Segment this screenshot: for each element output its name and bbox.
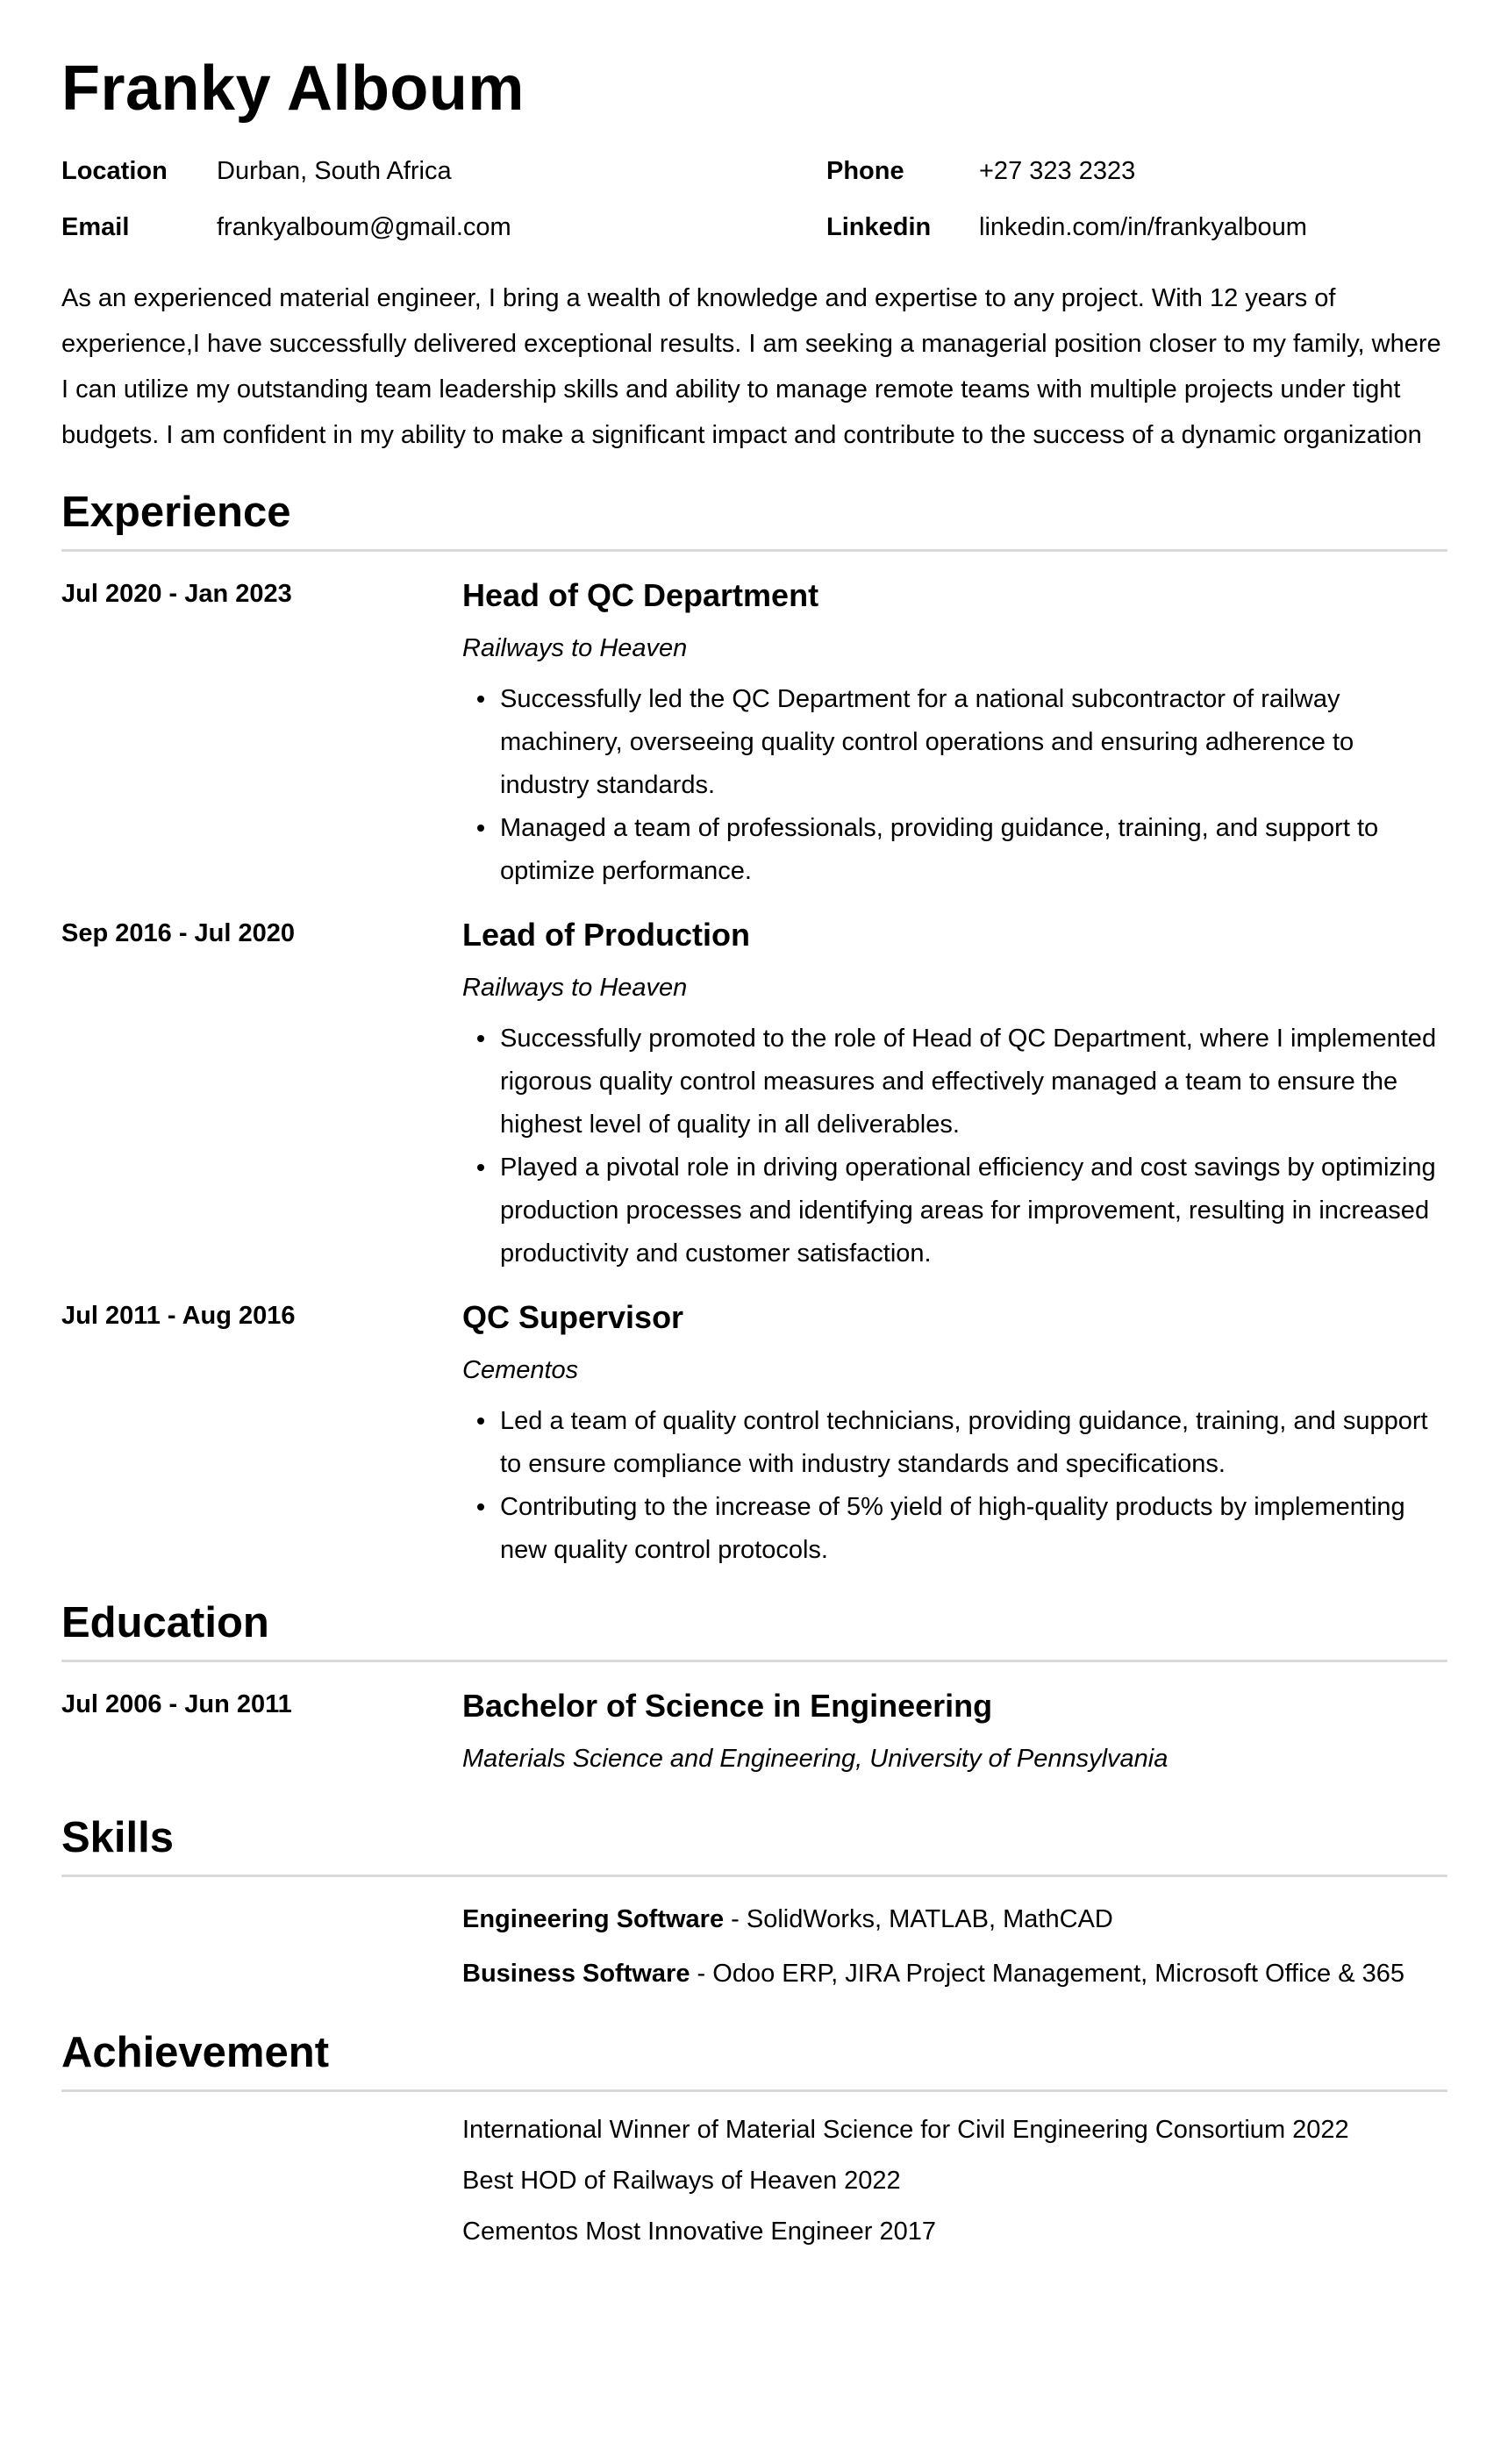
- education-entry: [61, 1687, 1447, 1776]
- experience-entry: [61, 1298, 1447, 1572]
- responsibility-item: Successfully led the QC Department for a national subcontractor of railway machinery, overseeing quality control operations and ensuring adherence to industry standards.: [500, 678, 1447, 807]
- section-title-achievement: Achievement: [61, 2026, 1447, 2092]
- experience-details: [462, 916, 1447, 1275]
- experience-dates: Jul 2011 - Aug 2016: [61, 1302, 296, 1331]
- achievement-entry: [61, 2092, 1447, 2257]
- phone-label: Phone: [826, 157, 904, 186]
- section-title-experience: Experience: [61, 486, 1447, 552]
- location-value: Durban, South Africa: [217, 157, 452, 186]
- section-title-skills: Skills: [61, 1811, 1447, 1877]
- school-name: Materials Science and Engineering, University of Pennsylvania: [462, 1745, 1169, 1774]
- phone-value: +27 323 2323: [979, 157, 1136, 186]
- linkedin-value: linkedin.com/in/frankyalboum: [979, 213, 1307, 242]
- skill-category: Business Software: [462, 1960, 690, 1989]
- experience-section: [61, 486, 1447, 1572]
- experience-dates: Sep 2016 - Jul 2020: [61, 919, 295, 948]
- skill-item: [462, 1956, 1447, 1991]
- company-name: Railways to Heaven: [462, 634, 688, 663]
- education-dates: Jul 2006 - Jun 2011: [61, 1690, 292, 1719]
- responsibility-list: [462, 1400, 1447, 1572]
- email-label: Email: [61, 213, 130, 242]
- skill-item: [462, 1902, 1447, 1937]
- responsibility-item: Led a team of quality control technicians, providing guidance, training, and support to ensure compliance with industry standards and specifications.: [500, 1400, 1447, 1486]
- linkedin-label: Linkedin: [826, 213, 932, 242]
- summary-text: As an experienced material engineer, I bring a wealth of knowledge and expertise to any project. With 12 years of experience,I have successfully delivered exceptional results. I am seeking a managerial position closer to my family, where I can utilize my outstanding team leadership skills and ability to manage remote teams with multiple projects under tight budgets. I am confident in my ability to make a significant impact and contribute to the success of a dynamic organization: [61, 284, 1441, 450]
- skill-values: - SolidWorks, MATLAB, MathCAD: [724, 1905, 1113, 1934]
- experience-entry: [61, 916, 1447, 1275]
- skill-category: Engineering Software: [462, 1905, 725, 1934]
- skills-list: [462, 1877, 1447, 1991]
- responsibility-item: Successfully promoted to the role of Head of QC Department, where I implemented rigorous quality control measures and effectively managed a team to ensure the highest level of quality in all deliverables.: [500, 1018, 1447, 1146]
- achievement-item: Best HOD of Railways of Heaven 2022: [462, 2167, 901, 2196]
- responsibility-list: [462, 678, 1447, 893]
- responsibility-list: [462, 1018, 1447, 1275]
- section-title-education: Education: [61, 1596, 1447, 1662]
- experience-details: [462, 1298, 1447, 1572]
- responsibility-item: Played a pivotal role in driving operational efficiency and cost savings by optimizing production processes and identifying areas for improvement, resulting in increased productivity and customer satisfaction.: [500, 1146, 1447, 1275]
- experience-details: [462, 576, 1447, 893]
- education-section: [61, 1596, 1447, 1776]
- skills-entry: [61, 1877, 1447, 1991]
- education-details: [462, 1687, 1447, 1776]
- skills-section: [61, 1811, 1447, 1991]
- experience-dates: Jul 2020 - Jan 2023: [61, 580, 292, 609]
- achievement-section: [61, 2026, 1447, 2257]
- job-title: Head of QC Department: [462, 577, 819, 614]
- company-name: Railways to Heaven: [462, 974, 688, 1003]
- candidate-name: Franky Alboum: [61, 54, 525, 124]
- achievement-item: International Winner of Material Science for Civil Engineering Consortium 2022: [462, 2116, 1349, 2145]
- experience-entry: [61, 576, 1447, 893]
- job-title: Lead of Production: [462, 917, 750, 953]
- degree-title: Bachelor of Science in Engineering: [462, 1688, 993, 1725]
- job-title: QC Supervisor: [462, 1299, 684, 1336]
- location-label: Location: [61, 157, 168, 186]
- resume-content: [61, 51, 1447, 2257]
- skill-values: - Odoo ERP, JIRA Project Management, Microsoft Office & 365: [690, 1960, 1405, 1989]
- responsibility-item: Managed a team of professionals, providing guidance, training, and support to optimize performance.: [500, 807, 1447, 893]
- email-value: frankyalboum@gmail.com: [217, 213, 511, 242]
- company-name: Cementos: [462, 1356, 579, 1385]
- achievement-spacer: [61, 2092, 462, 2257]
- contact-info: [61, 156, 1447, 242]
- achievement-item: Cementos Most Innovative Engineer 2017: [462, 2218, 937, 2246]
- skills-spacer: [61, 1877, 462, 1991]
- responsibility-item: Contributing to the increase of 5% yield of high-quality products by implementing new quality control protocols.: [500, 1486, 1447, 1572]
- achievement-list: [462, 2104, 1447, 2257]
